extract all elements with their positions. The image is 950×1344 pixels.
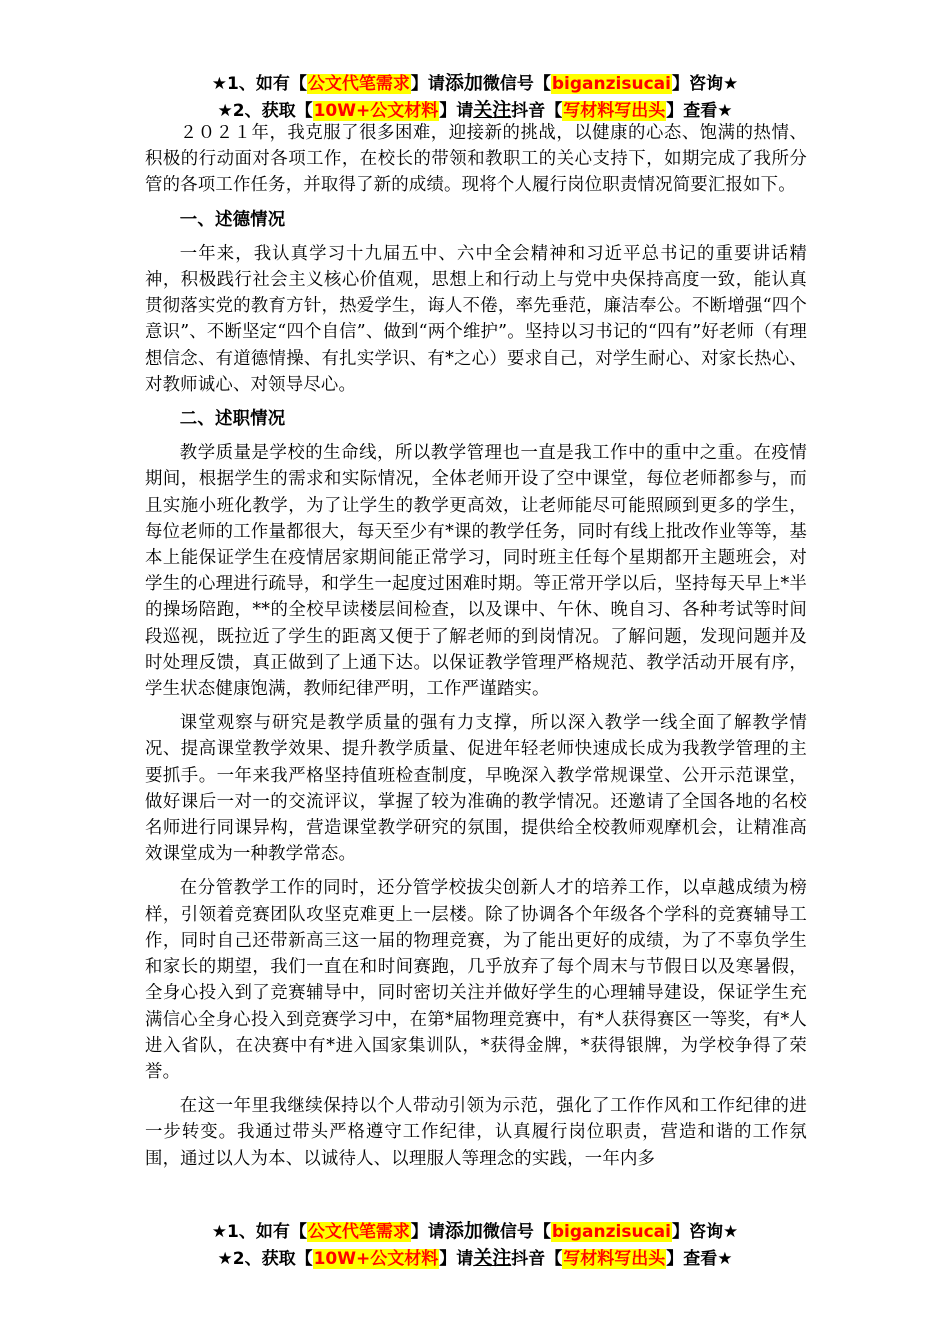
paragraph-4: 在分管教学工作的同时，还分管学校拔尖创新人才的培养工作，以卓越成绩为榜样，引领着竞赛团队攻坚克难更上一层楼。除了协调各个年级各个学科的竞赛辅导工作，同时自己还带新高三这一届的物理竞赛，为了能出更好的成绩，为了不辜负学生和家长的期望，我们一直在和时间赛跑，几乎放弃了每个周末与节假日以及寒暑假，全身心投入到了竞赛辅导中，同时密切关注并做好学生的心理辅导建设，保证学生充满信心全身心投入到竞赛学习中，在第*届物理竞赛中，有*人获得赛区一等奖，有*人进入省队，在决赛中有*进入国家集训队，*获得金牌，*获得银牌，为学校争得了荣誉。 [145,878,807,1082]
paragraph-2: 教学质量是学校的生命线，所以教学管理也一直是我工作中的重中之重。在疫情期间，根据学生的需求和实际情况，全体老师开设了空中课堂，每位老师都参与，而且实施小班化教学，为了让学生的教学更高效，让老师能尽可能照顾到更多的学生，每位老师的工作量都很大，每天至少有*课的教学任务，同时有线上批改作业等等，基本上能保证学生在疫情居家期间能正常学习，同时班主任每个星期都开主题班会，对学生的心理进行疏导，和学生一起度过困难时期。等正常开学以后，坚持每天早上*半的操场陪跑，**的全校早读楼层间检查，以及课中、午休、晚自习、各种考试等时间段巡视，既拉近了学生的距离又便于了解老师的到岗情况。了解问题，发现问题并及时处理反馈，真正做到了上通下达。以保证教学管理严格规范、教学活动开展有序，学生状态健康饱满，教师纪律严明，工作严谨踏实。 [145,443,807,700]
highlight-materials: 10W+公文材料 [313,101,439,121]
promo-banner-bottom [0,1218,950,1272]
paragraph-5: 在这一年里我继续保持以个人带动引领为示范，强化了工作作风和工作纪律的进一步转变。我通过带头严格遵守工作纪律，认真履行岗位职责，营造和谐的工作氛围，通过以人为本、以诚待人、以理服人等理念的实践，一年内多 [145,1096,807,1169]
paragraph-1: 一年来，我认真学习十九届五中、六中全会精神和习近平总书记的重要讲话精神，积极践行社会主义核心价值观，思想上和行动上与党中央保持高度一致，能认真贯彻落实党的教育方针，热爱学生，诲人不倦，率先垂范，廉洁奉公。不断增强“四个意识”、不断坚定“四个自信”、做到“两个维护”。坚持以习书记的“四有”好老师（有理想信念、有道德情操、有扎实学识、有*之心）要求自己，对学生耐心、对家长热心、对教师诚心、对领导尽心。 [145,243,807,395]
section-heading-1: 一、述德情况 [179,209,286,230]
highlight-service: 公文代笔需求 [307,74,410,94]
promo-line-1: ★1、如有【公文代笔需求】请添加微信号【biganzisucai】咨询★ [211,72,739,94]
highlight-douyin: 写材料写出头 [563,1249,666,1269]
highlight-service: 公文代笔需求 [307,1222,410,1242]
promo-banner-top [0,70,950,124]
paragraph-3: 课堂观察与研究是教学质量的强有力支撑，所以深入教学一线全面了解教学情况、提高课堂教学效果、提升教学质量、促进年轻老师快速成长成为我教学管理的主要抓手。一年来我严格坚持值班检查制度，早晚深入教学常规课堂、公开示范课堂，做好课后一对一的交流评议，掌握了较为准确的教学情况。还邀请了全国各地的名校名师进行同课异构，营造课堂教学研究的氛围，提供给全校教师观摩机会，让精准高效课堂成为一种教学常态。 [145,713,807,865]
promo-line-1: ★1、如有【公文代笔需求】请添加微信号【biganzisucai】咨询★ [211,1220,739,1242]
promo-line-2: ★2、获取【10W+公文材料】请关注抖音【写材料写出头】查看★ [217,1247,733,1269]
highlight-wechat-id: biganzisucai [551,74,671,94]
highlight-wechat-id: biganzisucai [551,1222,671,1242]
intro-paragraph: ２０２１年，我克服了很多困难，迎接新的挑战，以健康的心态、饱满的热情、积极的行动面对各项工作，在校长的带领和教职工的关心支持下，如期完成了我所分管的各项工作任务，并取得了新的成绩。现将个人履行岗位职责情况简要汇报如下。 [145,123,807,196]
promo-line-2: ★2、获取【10W+公文材料】请关注抖音【写材料写出头】查看★ [217,99,733,121]
document-body [145,120,807,1180]
highlight-douyin: 写材料写出头 [563,101,666,121]
highlight-materials: 10W+公文材料 [313,1249,439,1269]
section-heading-2: 二、述职情况 [179,409,286,430]
